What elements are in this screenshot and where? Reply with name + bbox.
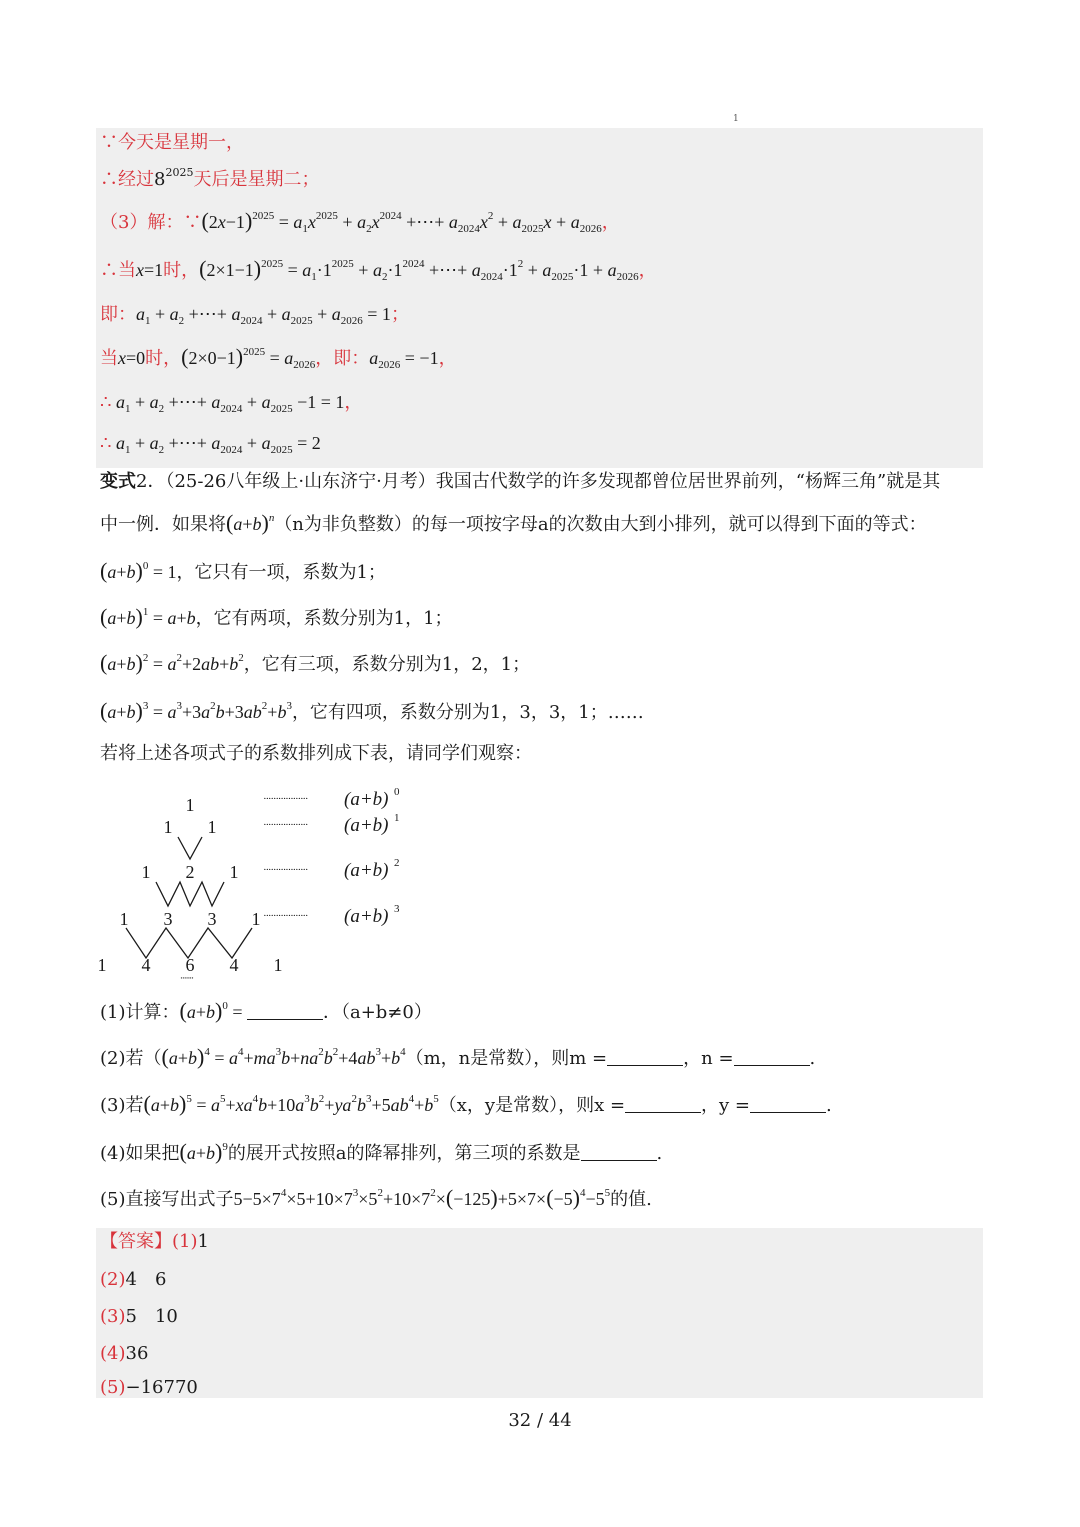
question-4: (4)如果把$(a+b)^9$的展开式按照a的降幂排列，第三项的系数是 . <box>100 1139 663 1164</box>
triangle-cell: 1 <box>185 795 195 815</box>
triangle-row-exponent: 2 <box>394 857 400 869</box>
triangle-cell: 4 <box>229 955 239 975</box>
equation-3: $(a+b)^3 = a^3+3a^2b+3ab^2+b^3$，它有四项，系数分别为1，3，3，1；…… <box>100 698 644 723</box>
triangle-cell: 1 <box>273 955 283 975</box>
triangle-cell: 6 <box>185 955 195 975</box>
solution-line-1: ∵今天是星期一， <box>100 132 244 153</box>
page-mark: 1 <box>733 114 739 124</box>
triangle-cell: 1 <box>97 955 107 975</box>
question-2: (2)若（$(a+b)^4 = a^4+ma^3b+na^2b^2+4ab^3+b^4(m$，n是常数），则m = ，n = . <box>100 1044 816 1069</box>
triangle-row-label: (a+b) <box>344 860 389 881</box>
triangle-connector <box>126 928 252 958</box>
triangle-row-exponent: 3 <box>394 903 400 915</box>
answer-blank[interactable] <box>247 1003 323 1020</box>
triangle-cell: 3 <box>207 909 217 929</box>
triangle-row-label: (a+b) <box>344 906 389 927</box>
equation-0: $(a+b)^0 = 1$，它只有一项，系数为1； <box>100 558 386 583</box>
answer-line-2: (2)4 6 <box>100 1269 167 1290</box>
solution-line-6: 当x=0时，$(2\times 0-1)^{2025} = a_{2026}$，即：$a_{2026} = -1$， <box>100 344 457 371</box>
triangle-cell: 1 <box>229 862 239 882</box>
triangle-cell: 1 <box>119 909 129 929</box>
answer-line-1: 【答案】(1)1 <box>100 1231 209 1252</box>
triangle-cell: 1 <box>251 909 261 929</box>
yanghui-triangle <box>90 785 420 985</box>
answer-line-4: (4)36 <box>100 1343 149 1364</box>
solution-line-7: ∴ $a_1 + a_2$ +⋯+ $a_{2024} + a_{2025} -1 = 1$， <box>100 392 363 415</box>
question-5: (5)直接写出式子$5-5\times 7^4\times 5+10\times 7^3\times 5^2+10\times 7^2\times(-125)+5\times 7\times(-5)^4-5^5$的值. <box>100 1185 652 1210</box>
triangle-leader-dots: ·················· <box>263 793 308 805</box>
triangle-row-exponent: 0 <box>394 786 400 798</box>
triangle-cell: 1 <box>163 817 173 837</box>
solution-line-4: ∴当x=1时，$(2\times 1-1)^{2025} = a_1\cdot 1^{2025} + a_2\cdot 1^{2024}$ +⋯+ $a_{2024}\cdot 1^2 + a_{2025}\cdot 1 + a_{2026}$， <box>100 256 657 283</box>
triangle-cell: 1 <box>207 817 217 837</box>
triangle-row-exponent: 1 <box>394 812 400 824</box>
answer-blank[interactable] <box>750 1096 826 1113</box>
triangle-leader-dots: ·················· <box>263 819 308 831</box>
solution-line-5: 即：$a_1 + a_2$ +⋯+ $a_{2024} + a_{2025} + a_{2026} = 1$； <box>100 304 409 327</box>
question-3: (3)若$(a+b)^5 = a^5+xa^4b+10a^3b^2+ya^2b^3+5ab^4+b^5(x$，y是常数），则x = ，y = . <box>100 1091 832 1116</box>
triangle-row-label: (a+b) <box>344 815 389 836</box>
answer-box <box>96 1228 983 1398</box>
equation-2: $(a+b)^2 = a^2+2ab+b^2$，它有三项，系数分别为1，2，1； <box>100 650 531 675</box>
triangle-cell: 3 <box>163 909 173 929</box>
triangle-cell: 2 <box>185 862 195 882</box>
answer-blank[interactable] <box>734 1049 810 1066</box>
triangle-leader-dots: ·················· <box>263 864 308 876</box>
triangle-underline-dots: ······· <box>180 974 194 984</box>
answer-line-5: (5)−16770 <box>100 1377 198 1398</box>
triangle-leader-dots: ·················· <box>263 910 308 922</box>
triangle-connector <box>178 837 202 859</box>
triangle-row-label: (a+b) <box>344 789 389 810</box>
answer-line-3: (3)5 10 <box>100 1306 178 1327</box>
answer-blank[interactable] <box>607 1049 683 1066</box>
triangle-cell: 1 <box>141 862 151 882</box>
solution-line-3: （3）解：$\because(2x-1)^{2025} = a_1x^{2025} + a_2x^{2024}$ +⋯+ $a_{2024}x^2 + a_{2025}x + a_{2026}$， <box>100 208 620 235</box>
page-number: 32 / 44 <box>508 1410 572 1431</box>
question-1: (1)计算：$(a+b)^0$ = ．（a+b≠0） <box>100 998 432 1023</box>
triangle-connector <box>156 882 224 906</box>
solution-line-8: ∴ $a_1 + a_2$ +⋯+ $a_{2024} + a_{2025} = 2$ <box>100 433 321 456</box>
answer-blank[interactable] <box>581 1144 657 1161</box>
problem-heading: 变式2．（25-26八年级上·山东济宁·月考）我国古代数学的许多发现都曾位居世界前列，“杨辉三角”就是其 <box>100 471 941 492</box>
equation-1: $(a+b)^1 = a+b$，它有两项，系数分别为1，1； <box>100 604 453 629</box>
answer-blank[interactable] <box>625 1096 701 1113</box>
observe-instruction: 若将上述各项式子的系数排列成下表，请同学们观察： <box>100 743 532 764</box>
problem-intro: 中一例．如果将$(a+b)^n(n$为非负整数）的每一项按字母a的次数由大到小排列，就可以得到下面的等式： <box>100 510 927 535</box>
solution-line-2: ∴经过$8^{2025}$天后是星期二； <box>100 166 320 190</box>
triangle-cell: 4 <box>141 955 151 975</box>
